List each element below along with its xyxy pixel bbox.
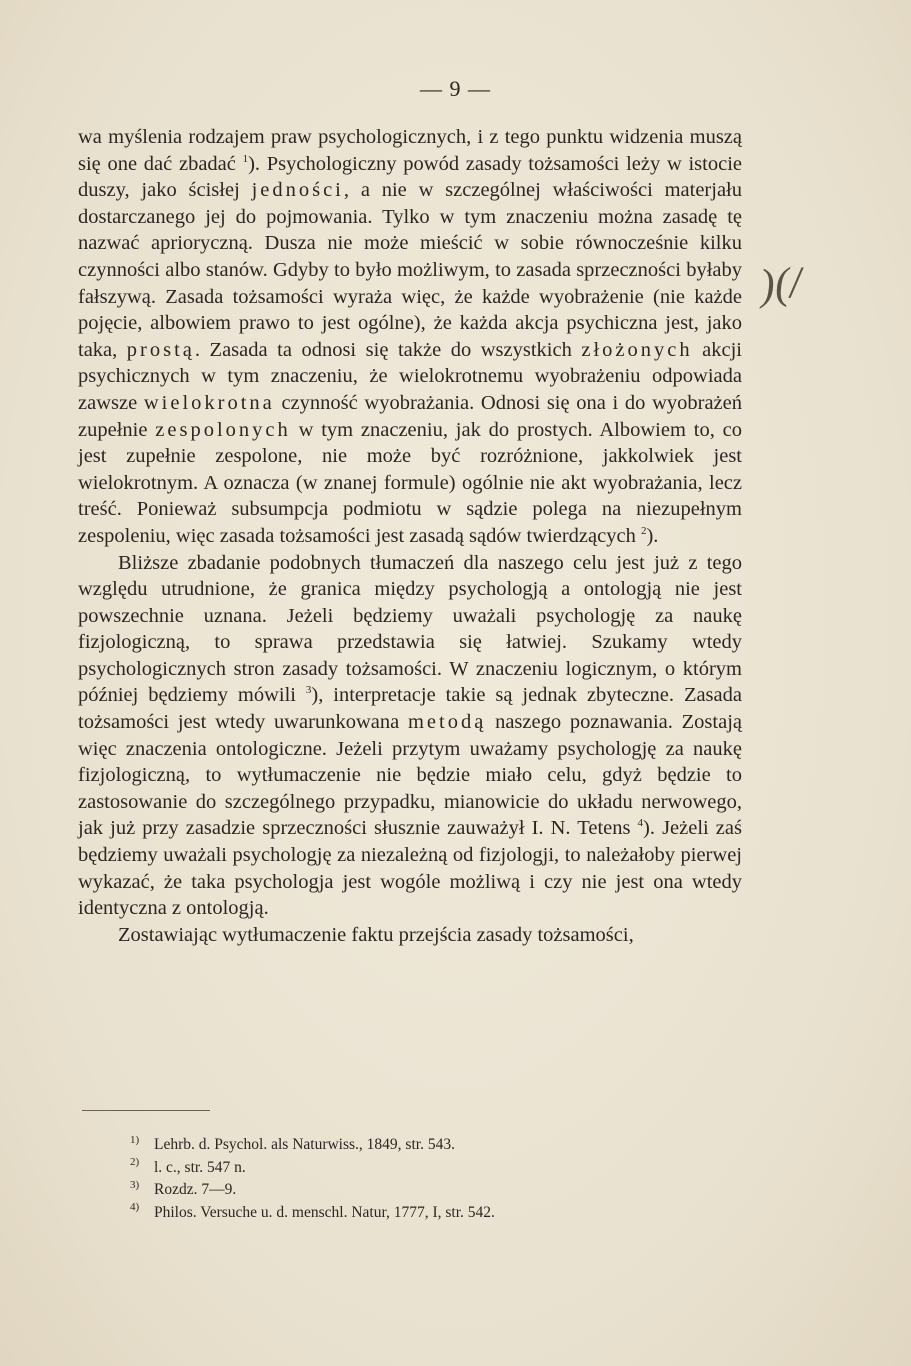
- footnote-1: 1) Lehrb. d. Psychol. als Naturwiss., 1849, str. 543.: [130, 1133, 455, 1153]
- emphasis-word: prostą: [126, 338, 195, 361]
- margin-pencil-mark: )(/: [758, 257, 804, 310]
- emphasis-word: złożonych: [581, 338, 693, 361]
- emphasis-word: zespolonych: [155, 418, 291, 441]
- footnote-ref-2: 2: [640, 525, 647, 538]
- body-text: [78, 124, 742, 948]
- emphasis-word: jedności: [251, 179, 344, 202]
- emphasis-word: wielokrotna: [143, 391, 275, 414]
- page-number: — 9 —: [420, 76, 491, 101]
- paragraph-1: wa myślenia rodzajem praw psychologicznych, i z tego punktu widzenia muszą się one dać zbadać $^1$). Psychologiczny powód zasady tożsamości leży w istocie duszy, jako ścisłej jedności, a nie w szczególnej właściwości materjału dostarczanego jej do pojmowania. Tylko w tym znaczeniu można zasadę tę nazwać aprioryczną. Dusza nie może mieścić w sobie równocześnie kilku czynności albo stanów. Gdyby to było możliwym, to zasada sprzeczności byłaby fałszywą. Zasada tożsamości wyraża więc, że każde wyobrażenie (nie każde pojęcie, albowiem prawo to jest ogólne), że każda akcja psychiczna jest, jako taka, prostą. Zasada ta odnosi się także do wszystkich złożonych akcji psychicznych w tym znaczeniu, że wielokrotnemu wyobrażeniu odpowiada zawsze wielokrotna czynność wyobrażania. Odnosi się ona i do wyobrażeń zupełnie zespolonych w tym znaczeniu, jak do prostych. Albowiem to, co jest zupełnie zespolone, nie może być rozróżnione, jakkolwiek jest wielokrotnym. A oznacza (w znanej formule) ogólnie nie akt wyobrażania, lecz treść. Ponieważ subsumpcja podmiotu w sądzie polega na niezupełnym zespoleniu, więc zasada tożsamości jest zasadą sądów twierdzących $^2$).: [78, 126, 742, 547]
- footnote-2: 2) l. c., str. 547 n.: [130, 1156, 246, 1176]
- footnote-ref-3: 3: [305, 684, 312, 697]
- paragraph-2: Bliższe zbadanie podobnych tłumaczeń dla naszego celu jest już z tego względu utrudnione, że granica między psychologją a ontologją nie jest powszechnie uznana. Jeżeli będziemy uważali psychologję za naukę fizjologiczną, to sprawa przedstawia się łatwiej. Szukamy wtedy psychologicznych stron zasady tożsamości. W znaczeniu logicznym, o którym później będziemy mówili $^3$), interpretacje takie są jednak zbyteczne. Zasada tożsamości jest wtedy uwarunkowana metodą naszego poznawania. Zostają więc znaczenia ontologiczne. Jeżeli przytym uważamy psychologję za naukę fizjologiczną, to wytłumaczenie nie będzie miało celu, gdyż będzie to zastosowanie do szczególnego przypadku, mianowicie do układu nerwowego, jak już przy zasadzie sprzeczności słusznie zauważył I. N. Tetens $^4$). Jeżeli zaś będziemy uważali psychologję za niezależną od fizjologji, to należałoby pierwej wykazać, że taka psychologja jest wogóle możliwą i czy nie jest ona wtedy identyczna z ontologją.: [78, 551, 742, 920]
- emphasis-word: metodą: [407, 711, 487, 734]
- footnote-rule: [82, 1110, 210, 1111]
- footnote-3: 3) Rozdz. 7—9.: [130, 1178, 237, 1198]
- footnote-ref-1: 1: [242, 152, 249, 165]
- footnote-ref-4: 4: [637, 817, 644, 830]
- paragraph-3: Zostawiając wytłumaczenie faktu przejścia zasady tożsamości,: [118, 923, 634, 946]
- footnotes: [130, 1134, 650, 1224]
- footnote-4: 4) Philos. Versuche u. d. menschl. Natur, 1777, I, str. 542.: [130, 1201, 495, 1221]
